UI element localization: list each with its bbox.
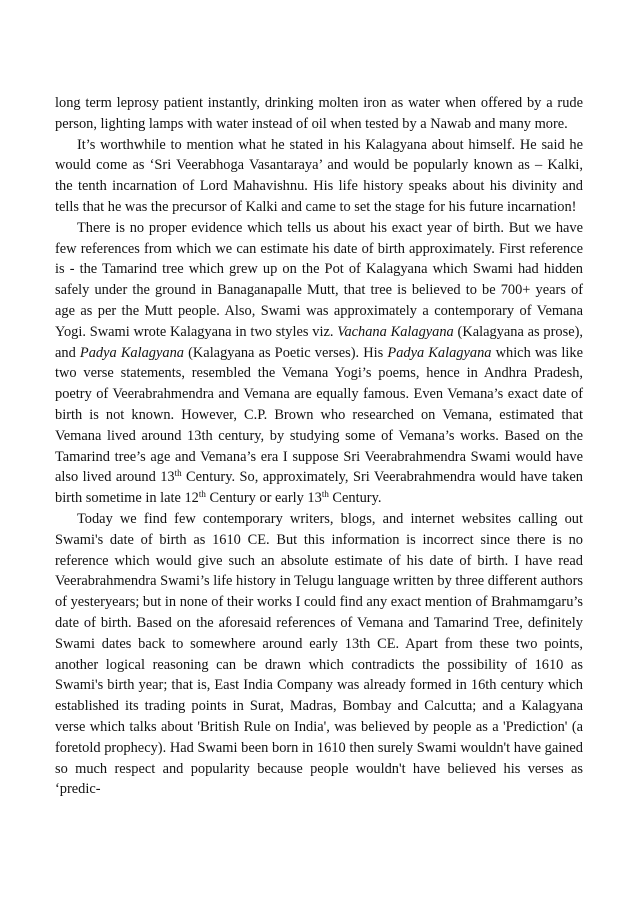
text-run: It’s worthwhile to mention what he stated in his Kalagyana about himself. He said he would come as ‘Sri Veerabhoga Vasantaraya’ and would be popularly known as – Kalki, the tenth incarnation of Lord Mahavishnu. His life history speaks about his divinity and tells that he was the precursor of Kalki and came to set the stage for his future incarnation! xyxy=(55,136,583,215)
text-run: Century or early 13 xyxy=(205,490,322,507)
book-title-italic: Padya Kalagyana xyxy=(79,344,184,361)
book-title-italic: Vachana Kalagyana xyxy=(337,323,454,340)
book-page-body xyxy=(55,93,583,800)
text-run: Today we find few contemporary writers, blogs, and internet websites calling out Swami's date of birth as 1610 CE. But this information is incorrect since there is no reference which would give such an absolute estimate of his date of birth. I have read Veerabrahmendra Swami’s life history in Telugu language written by three different authors of yesteryears; but in none of their works I could find any exact mention of Brahmamgaru’s date of birth. Based on the aforesaid references of Vemana and Tamarind Tree, definitely Swami dates back to somewhere around early 13th CE. Apart from these two points, another logical reasoning can be drawn which contradicts the possibility of 1610 as Swami's birth year; that is, East India Company was already formed in 16th century which established its trading points in Surat, Madras, Bombay and Calcutta; and a Kalagyana verse which talks about 'British Rule on India', was believed by people as a 'Prediction' (a foretold prophecy). Had Swami been born in 1610 then surely Swami wouldn't have gained so much respect and popularity because people wouldn't have believed his verses as ‘predic- xyxy=(55,510,583,798)
text-run: There is no proper evidence which tells us about his exact year of birth. But we have few references from which we can estimate his date of birth approximately. First reference is - the Tamarind tree which grew up on the Pot of Kalagyana which Swami had hidden safely under the ground in Banaganapalle Mutt, that tree is believed to be 700+ years of age as per the Mutt people. Also, Swami was approximately a contemporary of Vemana Yogi. Swami wrote Kalagyana in two styles viz. xyxy=(55,219,583,340)
text-run: (Kalagyana as prose), and xyxy=(55,323,583,361)
paragraph xyxy=(55,218,583,509)
paragraph xyxy=(55,509,583,800)
book-title-italic: Padya Kalagyana xyxy=(387,344,492,361)
text-run: long term leprosy patient instantly, drinking molten iron as water when offered by a rude person, lighting lamps with water instead of oil when tested by a Nawab and many more. xyxy=(55,95,583,132)
paragraph xyxy=(55,135,583,218)
text-run: (Kalagyana as Poetic verses). His xyxy=(183,344,388,361)
text-run: Century. So, approximately, Sri Veerabrahmendra would have taken birth sometime in late 12 xyxy=(55,469,583,507)
ordinal-superscript: th xyxy=(174,468,182,479)
ordinal-superscript: th xyxy=(321,489,329,500)
text-run: Century. xyxy=(328,490,382,507)
ordinal-superscript: th xyxy=(198,489,206,500)
text-run: which was like two verse statements, resembled the Vemana Yogi’s poems, hence in Andhra Pradesh, poetry of Veerabrahmendra and Vemana are equally famous. Even Vemana’s exact date of birth is not known. However, C.P. Brown who researched on Vemana, estimated that Vemana lived around 13th century, by studying some of Vemana’s works. Based on the Tamarind tree’s age and Vemana’s era I suppose Sri Veerabrahmendra Swami would have also lived around 13 xyxy=(55,344,583,486)
paragraph xyxy=(55,93,583,135)
